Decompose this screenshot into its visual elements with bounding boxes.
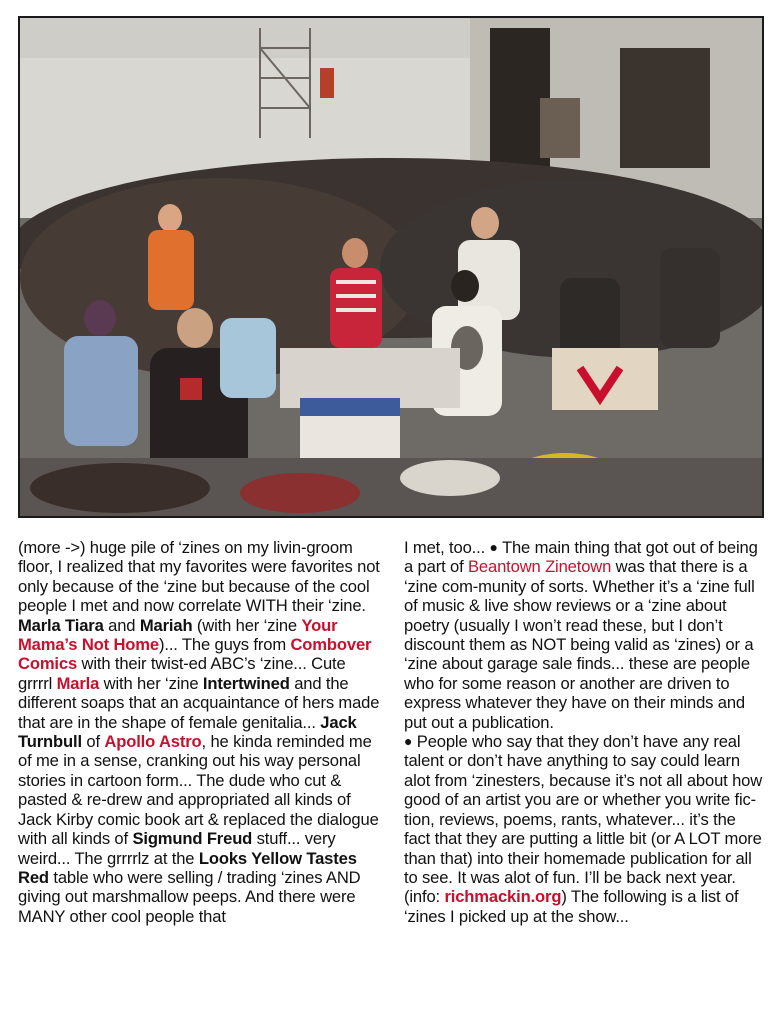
- body-text: and: [103, 615, 140, 635]
- body-text: stuff... very weird... The grrrrlz at the: [18, 829, 336, 868]
- body-text: of: [81, 732, 105, 752]
- left-column: [18, 538, 380, 1018]
- bold-name: Jack Turnbull: [18, 712, 357, 752]
- highlighted-title: Apollo Astro: [104, 732, 202, 752]
- body-text: (more ->) huge pile of ‘zines on my livin-groom floor, I realized that my favorites were favorites not only because of the ‘zine but because of the cool people I met and now correlate WITH their ‘zine.: [18, 538, 380, 616]
- bold-name: Marla Tiara: [18, 615, 104, 635]
- body-text: The main thing that got out of being a part of: [404, 538, 758, 577]
- highlighted-title: Combover Comics: [18, 635, 372, 674]
- body-text: with their twist-ed ABC’s ‘zine... Cute grrrrl: [18, 654, 346, 693]
- right-column: [404, 538, 766, 1018]
- bold-name: Intertwined: [202, 673, 290, 693]
- highlighted-title: Your Mama’s Not Home: [18, 615, 338, 655]
- body-text: and the different soaps that an acquaintance of hers made that are in the shape of female genitalia...: [18, 673, 380, 732]
- event-name: Beantown Zinetown: [468, 557, 612, 577]
- body-text: with her ‘zine: [99, 673, 203, 693]
- right-column-paragraph: [404, 538, 766, 926]
- highlighted-title: richmackin.org: [444, 887, 562, 907]
- bold-name: Sigmund Freud: [132, 829, 253, 849]
- body-text: (with her ‘zine: [192, 615, 302, 635]
- article-columns: [18, 538, 766, 1018]
- photo-illustration: [20, 18, 762, 516]
- bullet-icon: ●: [404, 733, 413, 750]
- body-text: I met, too...: [404, 538, 490, 557]
- bold-name: Looks Yellow Tastes Red: [18, 848, 357, 887]
- body-text: table who were selling / trading ‘zines AND giving out marshmallow peeps. And there were MANY other cool people that: [18, 867, 361, 926]
- body-text: was that there is a ‘zine com-munity of sorts. Whether it’s a ‘zine full of music & live show reviews or a ‘zine about poetry (usually I won’t read these, but I don’t discount them as NOT being valid as ‘zines) or a ‘zine about garage sale finds... these are people who for some reason or another are driven to express whatever they have on their minds and put out a publication.: [404, 557, 755, 732]
- body-text: , he kinda reminded me of me in a sense, cranking out his way personal stories in cartoon form... The dude who cut & pasted & re-drew and appropriated all kinds of Jack Kirby comic book art & replaced the dialogue with all kinds of: [18, 732, 379, 849]
- zine-fair-crowd-photo: [18, 16, 764, 518]
- body-text: )... The guys from: [158, 635, 291, 655]
- left-column-paragraph: [18, 538, 380, 926]
- bullet-icon: ●: [489, 539, 498, 555]
- highlighted-title: Marla: [56, 673, 100, 693]
- bold-name: Mariah: [139, 615, 193, 635]
- body-text: People who say that they don’t have any real talent or don’t have anything to say could learn alot from ‘zinesters, because it’s not all about how good of an artist you are or whether you write fic-tion, reviews, poems, rants, whatever... it’s the fact that they are putting a little bit (or A LOT more than that) into their homemade publication for all to see. It was alot of fun. I’ll be back next year. (info:: [404, 732, 763, 907]
- body-text: ) The following is a list of ‘zines I picked up at the show...: [404, 887, 739, 926]
